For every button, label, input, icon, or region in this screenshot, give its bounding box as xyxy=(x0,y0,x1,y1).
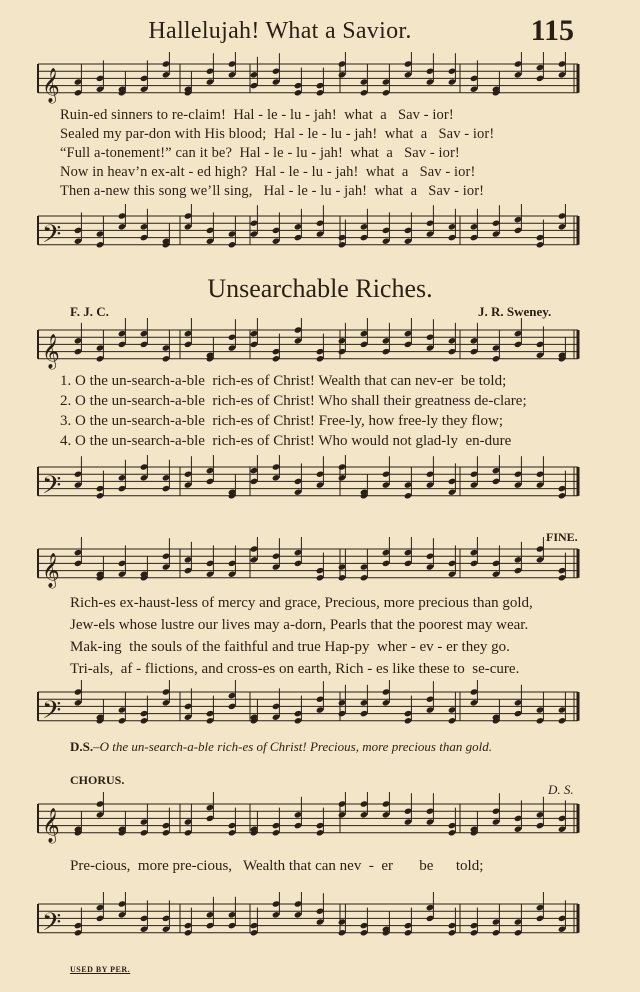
hymn2-verse-4: 4. O the un-search-a-ble rich-es of Christ! Who would not glad-ly en-dure xyxy=(60,433,512,449)
used-by-permission: USED BY PER. xyxy=(70,965,131,974)
staff-hymn2-sys1-treble xyxy=(0,318,640,378)
hymn2-verses-b xyxy=(70,595,533,683)
note-heads xyxy=(74,537,567,581)
clef-icon: 𝄞 xyxy=(42,67,60,103)
chorus-label: CHORUS. xyxy=(70,773,125,787)
note-heads xyxy=(74,680,567,724)
ds-end-marking: D. S. xyxy=(548,782,574,797)
composer-credit: J. R. Sweney. xyxy=(478,304,552,319)
staff-hymn1-treble xyxy=(0,52,640,112)
hymn1-verse-1: Ruin-ed sinners to re-claim! Hal - le - lu - jah! what a Sav - ior! xyxy=(60,107,454,123)
page-number: 115 xyxy=(530,14,574,47)
hymn1-verse-2: Sealed my par-don with His blood; Hal - le - lu - jah! what a Sav - ior! xyxy=(60,126,495,142)
staff-hymn2-sys2-bass xyxy=(0,680,640,740)
staff-lines xyxy=(38,904,578,933)
note-heads xyxy=(74,455,567,499)
ds-instruction xyxy=(70,739,492,755)
clef-icon: 𝄞 xyxy=(42,552,60,588)
staff-chorus-treble xyxy=(0,792,640,852)
fine-marking: FINE. xyxy=(546,530,578,544)
clef-icon: 𝄢 xyxy=(42,470,62,506)
clef-icon: 𝄢 xyxy=(42,907,62,943)
clef-icon: 𝄞 xyxy=(42,807,60,843)
clef-icon: 𝄞 xyxy=(42,333,60,369)
hymn2-verse-1: 1. O the un-search-a-ble rich-es of Christ! Wealth that can nev-er be told; xyxy=(60,373,507,389)
hymn2-verse-b-3: Mak-ing the souls of the faithful and true Hap-py wher - ev - er they go. xyxy=(70,639,510,655)
clef-icon: 𝄢 xyxy=(42,695,62,731)
ds-label: D.S. xyxy=(70,739,94,754)
staff-hymn2-sys2-treble xyxy=(0,537,640,597)
note-heads xyxy=(74,892,567,936)
author-credit: F. J. C. xyxy=(70,304,109,319)
hymn1-verses xyxy=(60,107,494,202)
hymn2-verses-a xyxy=(60,373,527,453)
note-heads xyxy=(74,318,567,362)
staff-lines xyxy=(38,216,578,245)
chorus-lyric: Pre-cious, more pre-cious, Wealth that can nev - er be told; xyxy=(70,858,484,874)
ds-text: –O the un-search-a-ble rich-es of Christ! Precious, more precious than gold. xyxy=(93,739,492,754)
note-heads xyxy=(74,204,567,248)
hymn2-verse-3: 3. O the un-search-a-ble rich-es of Christ! Free-ly, how free-ly they flow; xyxy=(60,413,504,429)
hymn1-verse-3: “Full a-tonement!” can it be? Hal - le - lu - jah! what a Sav - ior! xyxy=(60,145,460,161)
note-heads xyxy=(74,792,567,836)
hymn1-verse-5: Then a-new this song we’ll sing, Hal - le - lu - jah! what a Sav - ior! xyxy=(60,183,485,199)
staff-hymn1-bass xyxy=(0,204,640,264)
hymn1-verse-4: Now in heav’n ex-alt - ed high? Hal - le - lu - jah! what a Sav - ior! xyxy=(60,164,476,180)
note-heads xyxy=(74,52,567,96)
hymn2-verse-2: 2. O the un-search-a-ble rich-es of Christ! Who shall their greatness de-clare; xyxy=(60,393,527,409)
clef-icon: 𝄢 xyxy=(42,219,62,255)
hymn-title-hallelujah: Hallelujah! What a Savior. xyxy=(148,18,412,44)
hymn2-verse-b-2: Jew-els whose lustre our lives may a-dorn, Pearls that the poorest may wear. xyxy=(70,617,529,633)
hymn2-verse-b-4: Tri-als, af - flictions, and cross-es on earth, Rich - es like these to se-cure. xyxy=(70,661,520,677)
staff-chorus-bass xyxy=(0,892,640,952)
staff-hymn2-sys1-bass xyxy=(0,455,640,515)
hymn2-verse-b-1: Rich-es ex-haust-less of mercy and grace, Precious, more precious than gold, xyxy=(70,595,533,611)
hymn-title-unsearchable-riches: Unsearchable Riches. xyxy=(207,274,433,303)
